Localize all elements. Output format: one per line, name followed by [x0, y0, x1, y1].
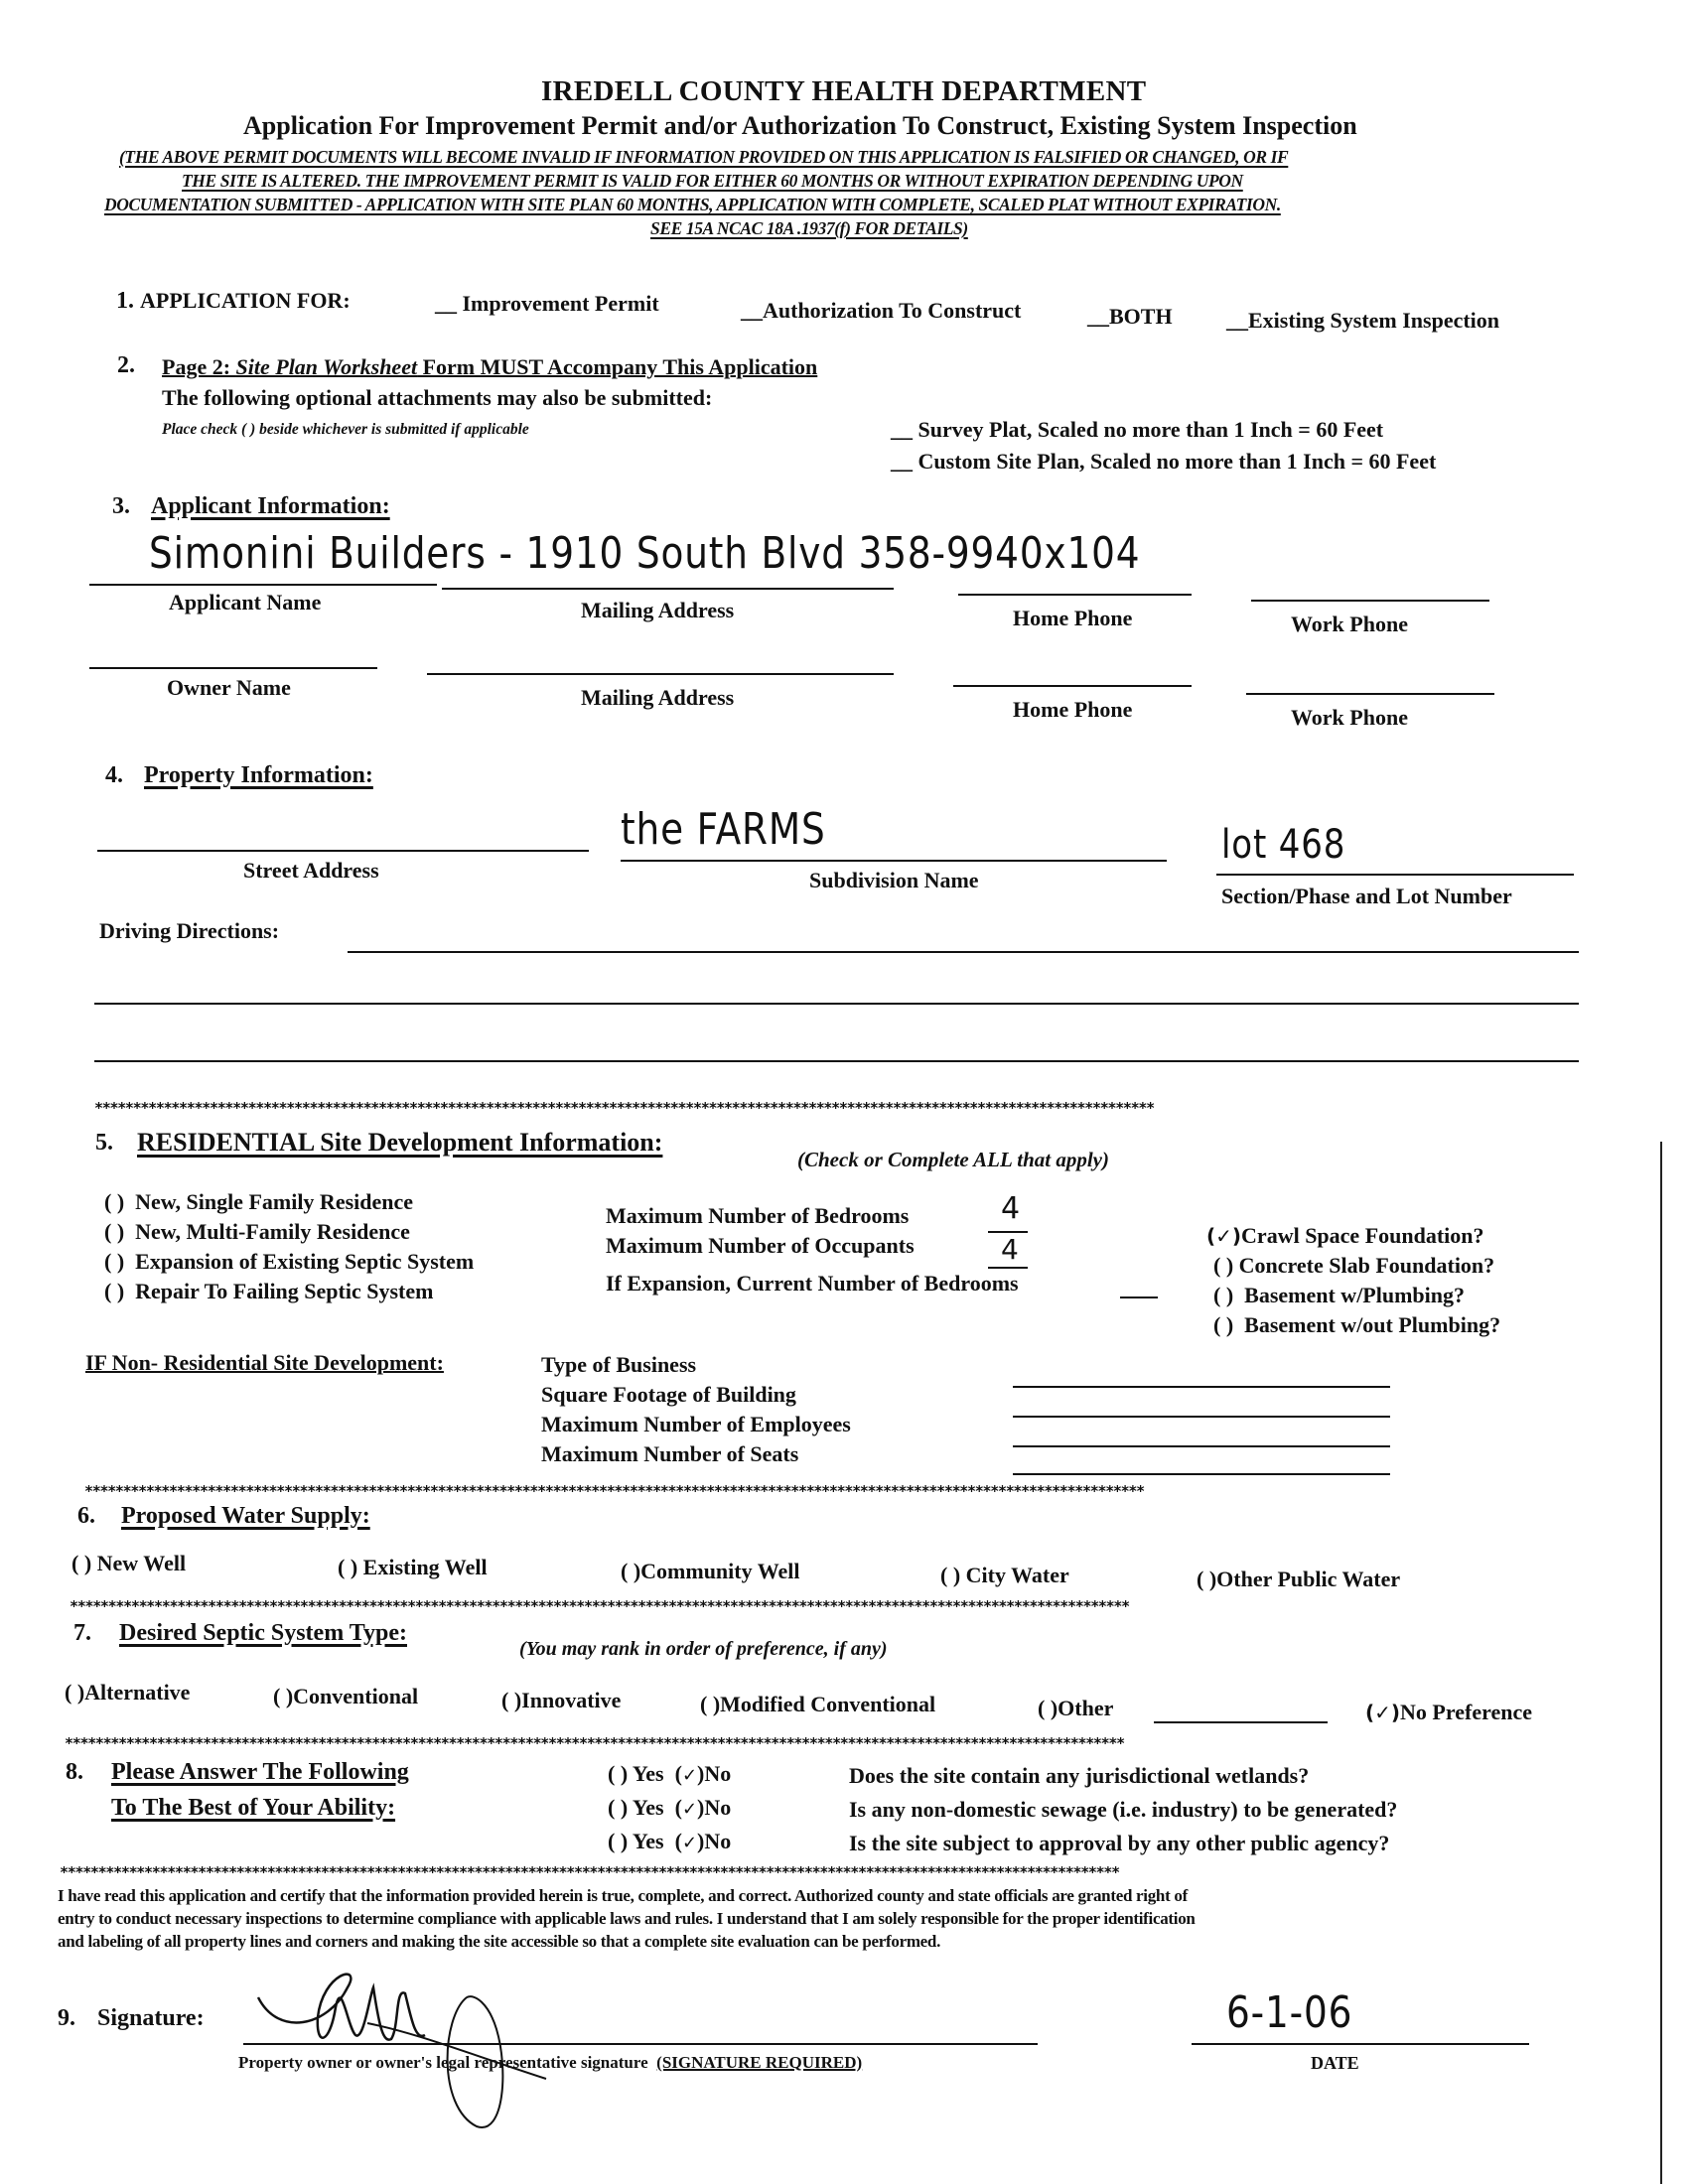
- option-label: Improvement Permit: [462, 291, 659, 316]
- section5-number: 5.: [95, 1130, 113, 1156]
- signature-line: [243, 2043, 1038, 2045]
- section5-heading: RESIDENTIAL Site Development Information:: [137, 1128, 663, 1157]
- driving-directions-label: Driving Directions:: [99, 918, 280, 943]
- checkbox-mark: ( ): [104, 1249, 125, 1274]
- section6-number: 6.: [77, 1503, 95, 1529]
- owner-work-phone-line: [1246, 693, 1494, 695]
- attachment-survey-plat[interactable]: __ Survey Plat, Scaled no more than 1 Inch = 60 Feet: [891, 417, 1384, 442]
- option-label: City Water: [965, 1563, 1069, 1587]
- owner-name-line: [89, 667, 377, 669]
- yes-label: Yes: [632, 1829, 664, 1853]
- non-residential-label: IF Non- Residential Site Development:: [85, 1350, 444, 1375]
- max-occupants-line: [988, 1267, 1028, 1269]
- checkbox-mark: ( ): [501, 1688, 522, 1712]
- applicant-name-label: Applicant Name: [169, 590, 322, 614]
- heading-part: Form MUST Accompany This Application: [417, 354, 818, 379]
- no-label: No: [704, 1795, 732, 1820]
- square-footage-line[interactable]: [1013, 1416, 1390, 1418]
- signature-caption-text: Property owner or owner's legal representative signature: [238, 2053, 648, 2072]
- option-label: Existing System Inspection: [1248, 308, 1500, 333]
- warning-line-3: DOCUMENTATION SUBMITTED - APPLICATION WITH SITE PLAN 60 MONTHS, APPLICATION WITH COMPLETE, SCALED PLAT WITHOUT EXPIRATION.: [104, 195, 1281, 214]
- section1-header: [116, 288, 351, 315]
- date-label: DATE: [1311, 2053, 1359, 2073]
- current-bedrooms-line: [1120, 1297, 1158, 1298]
- section1-label: APPLICATION FOR:: [140, 288, 351, 313]
- septic-conventional[interactable]: [273, 1684, 418, 1709]
- residence-type-repair[interactable]: [104, 1279, 433, 1304]
- checkbox-mark: ( ): [338, 1555, 358, 1579]
- separator-stars-1: ******************************************************************************************************************************************: [94, 1100, 1154, 1116]
- date-value[interactable]: 6-1-06: [1226, 1987, 1353, 2038]
- question3-answer[interactable]: ( ) Yes (✓)No: [608, 1829, 732, 1853]
- option-label: Other: [1058, 1696, 1114, 1720]
- option-label: No Preference: [1400, 1700, 1532, 1724]
- section3-heading: Applicant Information:: [151, 493, 390, 519]
- square-footage-label: Square Footage of Building: [541, 1382, 796, 1407]
- agency-title: IREDELL COUNTY HEALTH DEPARTMENT: [541, 75, 1147, 107]
- checkmark-icon: ✓: [681, 1799, 698, 1820]
- section6-heading: Proposed Water Supply:: [121, 1503, 370, 1529]
- signature-label: Signature:: [97, 2005, 205, 2031]
- type-label: New, Multi-Family Residence: [135, 1219, 410, 1244]
- subdivision-name-label: Subdivision Name: [809, 868, 979, 892]
- lot-number-value[interactable]: lot 468: [1221, 822, 1346, 868]
- owner-address-line: [427, 673, 894, 675]
- option-existing-system-inspection[interactable]: __Existing System Inspection: [1226, 308, 1500, 333]
- foundation-crawl-space[interactable]: [1206, 1223, 1484, 1249]
- residence-type-single-family[interactable]: [104, 1189, 413, 1215]
- section7-note: (You may rank in order of preference, if any): [519, 1638, 888, 1660]
- warning-line-2: THE SITE IS ALTERED. THE IMPROVEMENT PERMIT IS VALID FOR EITHER 60 MONTHS OR WITHOUT EXPIRATION DEPENDING UPON: [182, 171, 1243, 191]
- applicant-home-phone-line: [958, 594, 1192, 596]
- checkmark-icon: ✓: [681, 1833, 698, 1853]
- applicant-home-phone-label: Home Phone: [1013, 606, 1133, 630]
- option-label: Conventional: [293, 1684, 419, 1708]
- septic-innovative[interactable]: [501, 1688, 621, 1713]
- type-of-business-label: Type of Business: [541, 1352, 697, 1377]
- option-label: Alternative: [84, 1680, 191, 1705]
- section5-note: (Check or Complete ALL that apply): [797, 1148, 1109, 1171]
- section-lot-label: Section/Phase and Lot Number: [1221, 884, 1512, 908]
- subdivision-line: [621, 860, 1167, 862]
- subdivision-name-value[interactable]: the FARMS: [621, 804, 826, 855]
- water-community-well[interactable]: [621, 1559, 799, 1584]
- checkbox-mark: ( ): [273, 1684, 294, 1708]
- checkmark-icon: (✓): [1206, 1224, 1242, 1248]
- septic-modified-conventional[interactable]: [700, 1692, 935, 1717]
- option-label: New Well: [96, 1551, 187, 1575]
- yes-label: Yes: [632, 1761, 664, 1786]
- owner-mailing-address-label: Mailing Address: [581, 685, 735, 710]
- scan-edge-line: [1660, 1142, 1662, 2184]
- checkbox-mark: ( ): [1197, 1567, 1217, 1591]
- section7-number: 7.: [73, 1620, 91, 1646]
- max-employees-line[interactable]: [1013, 1445, 1390, 1447]
- question2-answer[interactable]: ( ) Yes (✓)No: [608, 1795, 732, 1820]
- question2-text: Is any non-domestic sewage (i.e. industry) to be generated?: [849, 1797, 1398, 1822]
- checkbox-mark: ( ): [104, 1219, 125, 1244]
- section7-heading: Desired Septic System Type:: [119, 1620, 407, 1646]
- checkbox-mark: ( ): [104, 1189, 125, 1214]
- certification-line-3: and labeling of all property lines and corners and making the site accessible so that a complete site evaluation can be performed.: [58, 1932, 941, 1951]
- certification-line-1: I have read this application and certify that the information provided herein is true, complete, and correct. Authorized county and state officials are granted right of: [58, 1886, 1188, 1905]
- section8-number: 8.: [66, 1759, 83, 1785]
- heading-part: Page 2:: [162, 354, 236, 379]
- option-label: BOTH: [1109, 304, 1173, 329]
- type-label: Expansion of Existing Septic System: [135, 1249, 475, 1274]
- option-label: Authorization To Construct: [763, 298, 1022, 323]
- option-label: Modified Conventional: [720, 1692, 936, 1716]
- street-address-line: [97, 850, 589, 852]
- checkbox-mark: ( ): [700, 1692, 721, 1716]
- checkbox-mark: ( ): [1213, 1253, 1234, 1278]
- applicant-name-line: [89, 584, 437, 586]
- checkbox-mark: ( ): [65, 1680, 85, 1705]
- owner-work-phone-label: Work Phone: [1291, 705, 1408, 730]
- max-occupants-value[interactable]: 4: [1001, 1233, 1019, 1266]
- signature-stroke: [258, 1975, 425, 2040]
- max-bedrooms-label: Maximum Number of Bedrooms: [606, 1203, 910, 1228]
- owner-home-phone-label: Home Phone: [1013, 697, 1133, 722]
- section3-number: 3.: [112, 493, 130, 519]
- foundation-basement-plumbing[interactable]: [1213, 1283, 1465, 1308]
- option-label: Community Well: [640, 1559, 800, 1583]
- section8-heading-line1: Please Answer The Following: [111, 1759, 409, 1785]
- septic-other[interactable]: [1038, 1696, 1113, 1721]
- water-existing-well[interactable]: [338, 1555, 488, 1580]
- signature-caption: [238, 2053, 862, 2073]
- question3-text: Is the site subject to approval by any other public agency?: [849, 1831, 1390, 1855]
- max-occupants-label: Maximum Number of Occupants: [606, 1233, 915, 1258]
- checkbox-mark: ( ): [1213, 1312, 1234, 1337]
- foundation-concrete-slab[interactable]: [1213, 1253, 1494, 1279]
- foundation-label: Concrete Slab Foundation?: [1238, 1253, 1495, 1278]
- option-label: Innovative: [521, 1688, 622, 1712]
- checkbox-mark: ( ): [104, 1279, 125, 1303]
- no-label: No: [704, 1829, 732, 1853]
- type-of-business-line[interactable]: [1013, 1386, 1390, 1388]
- owner-name-label: Owner Name: [167, 675, 291, 700]
- applicant-address-line: [442, 588, 894, 590]
- no-label: No: [704, 1761, 732, 1786]
- option-both[interactable]: __BOTH: [1087, 304, 1173, 329]
- applicant-info-handwritten[interactable]: Simonini Builders - 1910 South Blvd 358-9940x104: [149, 528, 1141, 579]
- max-employees-label: Maximum Number of Employees: [541, 1412, 851, 1436]
- water-other-public[interactable]: [1197, 1567, 1400, 1592]
- checkbox-mark: ( ): [1213, 1283, 1234, 1307]
- warning-line-1: (THE ABOVE PERMIT DOCUMENTS WILL BECOME INVALID IF INFORMATION PROVIDED ON THIS APPLICATION IS FALSIFIED OR CHANGED, OR IF: [119, 147, 1289, 167]
- driving-directions-line-2: [94, 1003, 1579, 1005]
- applicant-mailing-address-label: Mailing Address: [581, 598, 735, 622]
- current-bedrooms-label: If Expansion, Current Number of Bedrooms: [606, 1271, 1019, 1296]
- option-label: Other Public Water: [1216, 1567, 1401, 1591]
- driving-directions-line-1: [348, 951, 1579, 953]
- lot-number-line: [1216, 874, 1574, 876]
- septic-other-line[interactable]: [1154, 1721, 1328, 1723]
- question1-answer[interactable]: ( ) Yes (✓)No: [608, 1761, 732, 1786]
- section2-heading: [162, 354, 817, 380]
- section1-number: 1.: [116, 288, 134, 314]
- attachment-label: Custom Site Plan, Scaled no more than 1 Inch = 60 Feet: [917, 449, 1437, 474]
- max-seats-line[interactable]: [1013, 1473, 1390, 1475]
- water-city-water[interactable]: [940, 1563, 1069, 1588]
- separator-stars-4: ******************************************************************************************************************************************: [65, 1735, 1124, 1751]
- owner-home-phone-line: [953, 685, 1192, 687]
- applicant-work-phone-label: Work Phone: [1291, 612, 1408, 636]
- attachment-custom-site-plan[interactable]: __ Custom Site Plan, Scaled no more than 1 Inch = 60 Feet: [891, 449, 1437, 474]
- septic-no-preference[interactable]: [1365, 1700, 1532, 1725]
- option-authorization-to-construct[interactable]: __Authorization To Construct: [741, 298, 1022, 323]
- driving-directions-line-3: [94, 1060, 1579, 1062]
- type-label: Repair To Failing Septic System: [135, 1279, 434, 1303]
- residence-type-multi-family[interactable]: [104, 1219, 410, 1245]
- foundation-label: Crawl Space Foundation?: [1241, 1223, 1484, 1248]
- water-new-well[interactable]: [71, 1551, 186, 1576]
- option-improvement-permit[interactable]: __ Improvement Permit: [435, 291, 659, 316]
- checkmark-icon: (✓): [1365, 1701, 1401, 1724]
- foundation-label: Basement w/out Plumbing?: [1244, 1312, 1501, 1337]
- checkbox-mark: ( ): [940, 1563, 961, 1587]
- section8-heading-line2: To The Best of Your Ability:: [111, 1795, 396, 1821]
- option-label: Existing Well: [362, 1555, 488, 1579]
- type-label: New, Single Family Residence: [135, 1189, 414, 1214]
- residence-type-expansion[interactable]: [104, 1249, 474, 1275]
- place-check-instruction: Place check ( ) beside whichever is submitted if applicable: [162, 421, 529, 438]
- attachment-label: Survey Plat, Scaled no more than 1 Inch = 60 Feet: [917, 417, 1384, 442]
- max-bedrooms-value[interactable]: 4: [1001, 1191, 1021, 1226]
- septic-alternative[interactable]: [65, 1680, 190, 1706]
- form-title: Application For Improvement Permit and/or Authorization To Construct, Existing System Inspection: [243, 111, 1357, 140]
- separator-stars-3: ******************************************************************************************************************************************: [70, 1598, 1129, 1614]
- site-plan-worksheet-title: Site Plan Worksheet: [235, 354, 418, 379]
- checkbox-mark: ( ): [1038, 1696, 1058, 1720]
- max-seats-label: Maximum Number of Seats: [541, 1441, 799, 1466]
- optional-attachments-text: The following optional attachments may also be submitted:: [162, 385, 713, 410]
- section4-heading: Property Information:: [144, 762, 373, 788]
- signature-required-text: (SIGNATURE REQUIRED): [656, 2053, 863, 2072]
- foundation-label: Basement w/Plumbing?: [1244, 1283, 1466, 1307]
- section2-number: 2.: [117, 352, 135, 378]
- separator-stars-5: ******************************************************************************************************************************************: [60, 1864, 1119, 1880]
- warning-line-4: SEE 15A NCAC 18A .1937(f) FOR DETAILS): [650, 218, 968, 238]
- yes-label: Yes: [632, 1795, 664, 1820]
- certification-line-2: entry to conduct necessary inspections to determine compliance with applicable laws and rules. I understand that I am solely responsible for the proper identification: [58, 1909, 1196, 1928]
- foundation-basement-no-plumbing[interactable]: [1213, 1312, 1500, 1338]
- applicant-work-phone-line: [1251, 600, 1489, 602]
- street-address-label: Street Address: [243, 858, 379, 883]
- date-line: [1192, 2043, 1529, 2045]
- section4-number: 4.: [105, 762, 123, 788]
- question1-text: Does the site contain any jurisdictional wetlands?: [849, 1763, 1310, 1788]
- checkbox-mark: ( ): [621, 1559, 641, 1583]
- separator-stars-2: ******************************************************************************************************************************************: [84, 1483, 1144, 1499]
- section9-number: 9.: [58, 2005, 75, 2031]
- checkmark-icon: ✓: [681, 1765, 698, 1786]
- checkbox-mark: ( ): [71, 1551, 92, 1575]
